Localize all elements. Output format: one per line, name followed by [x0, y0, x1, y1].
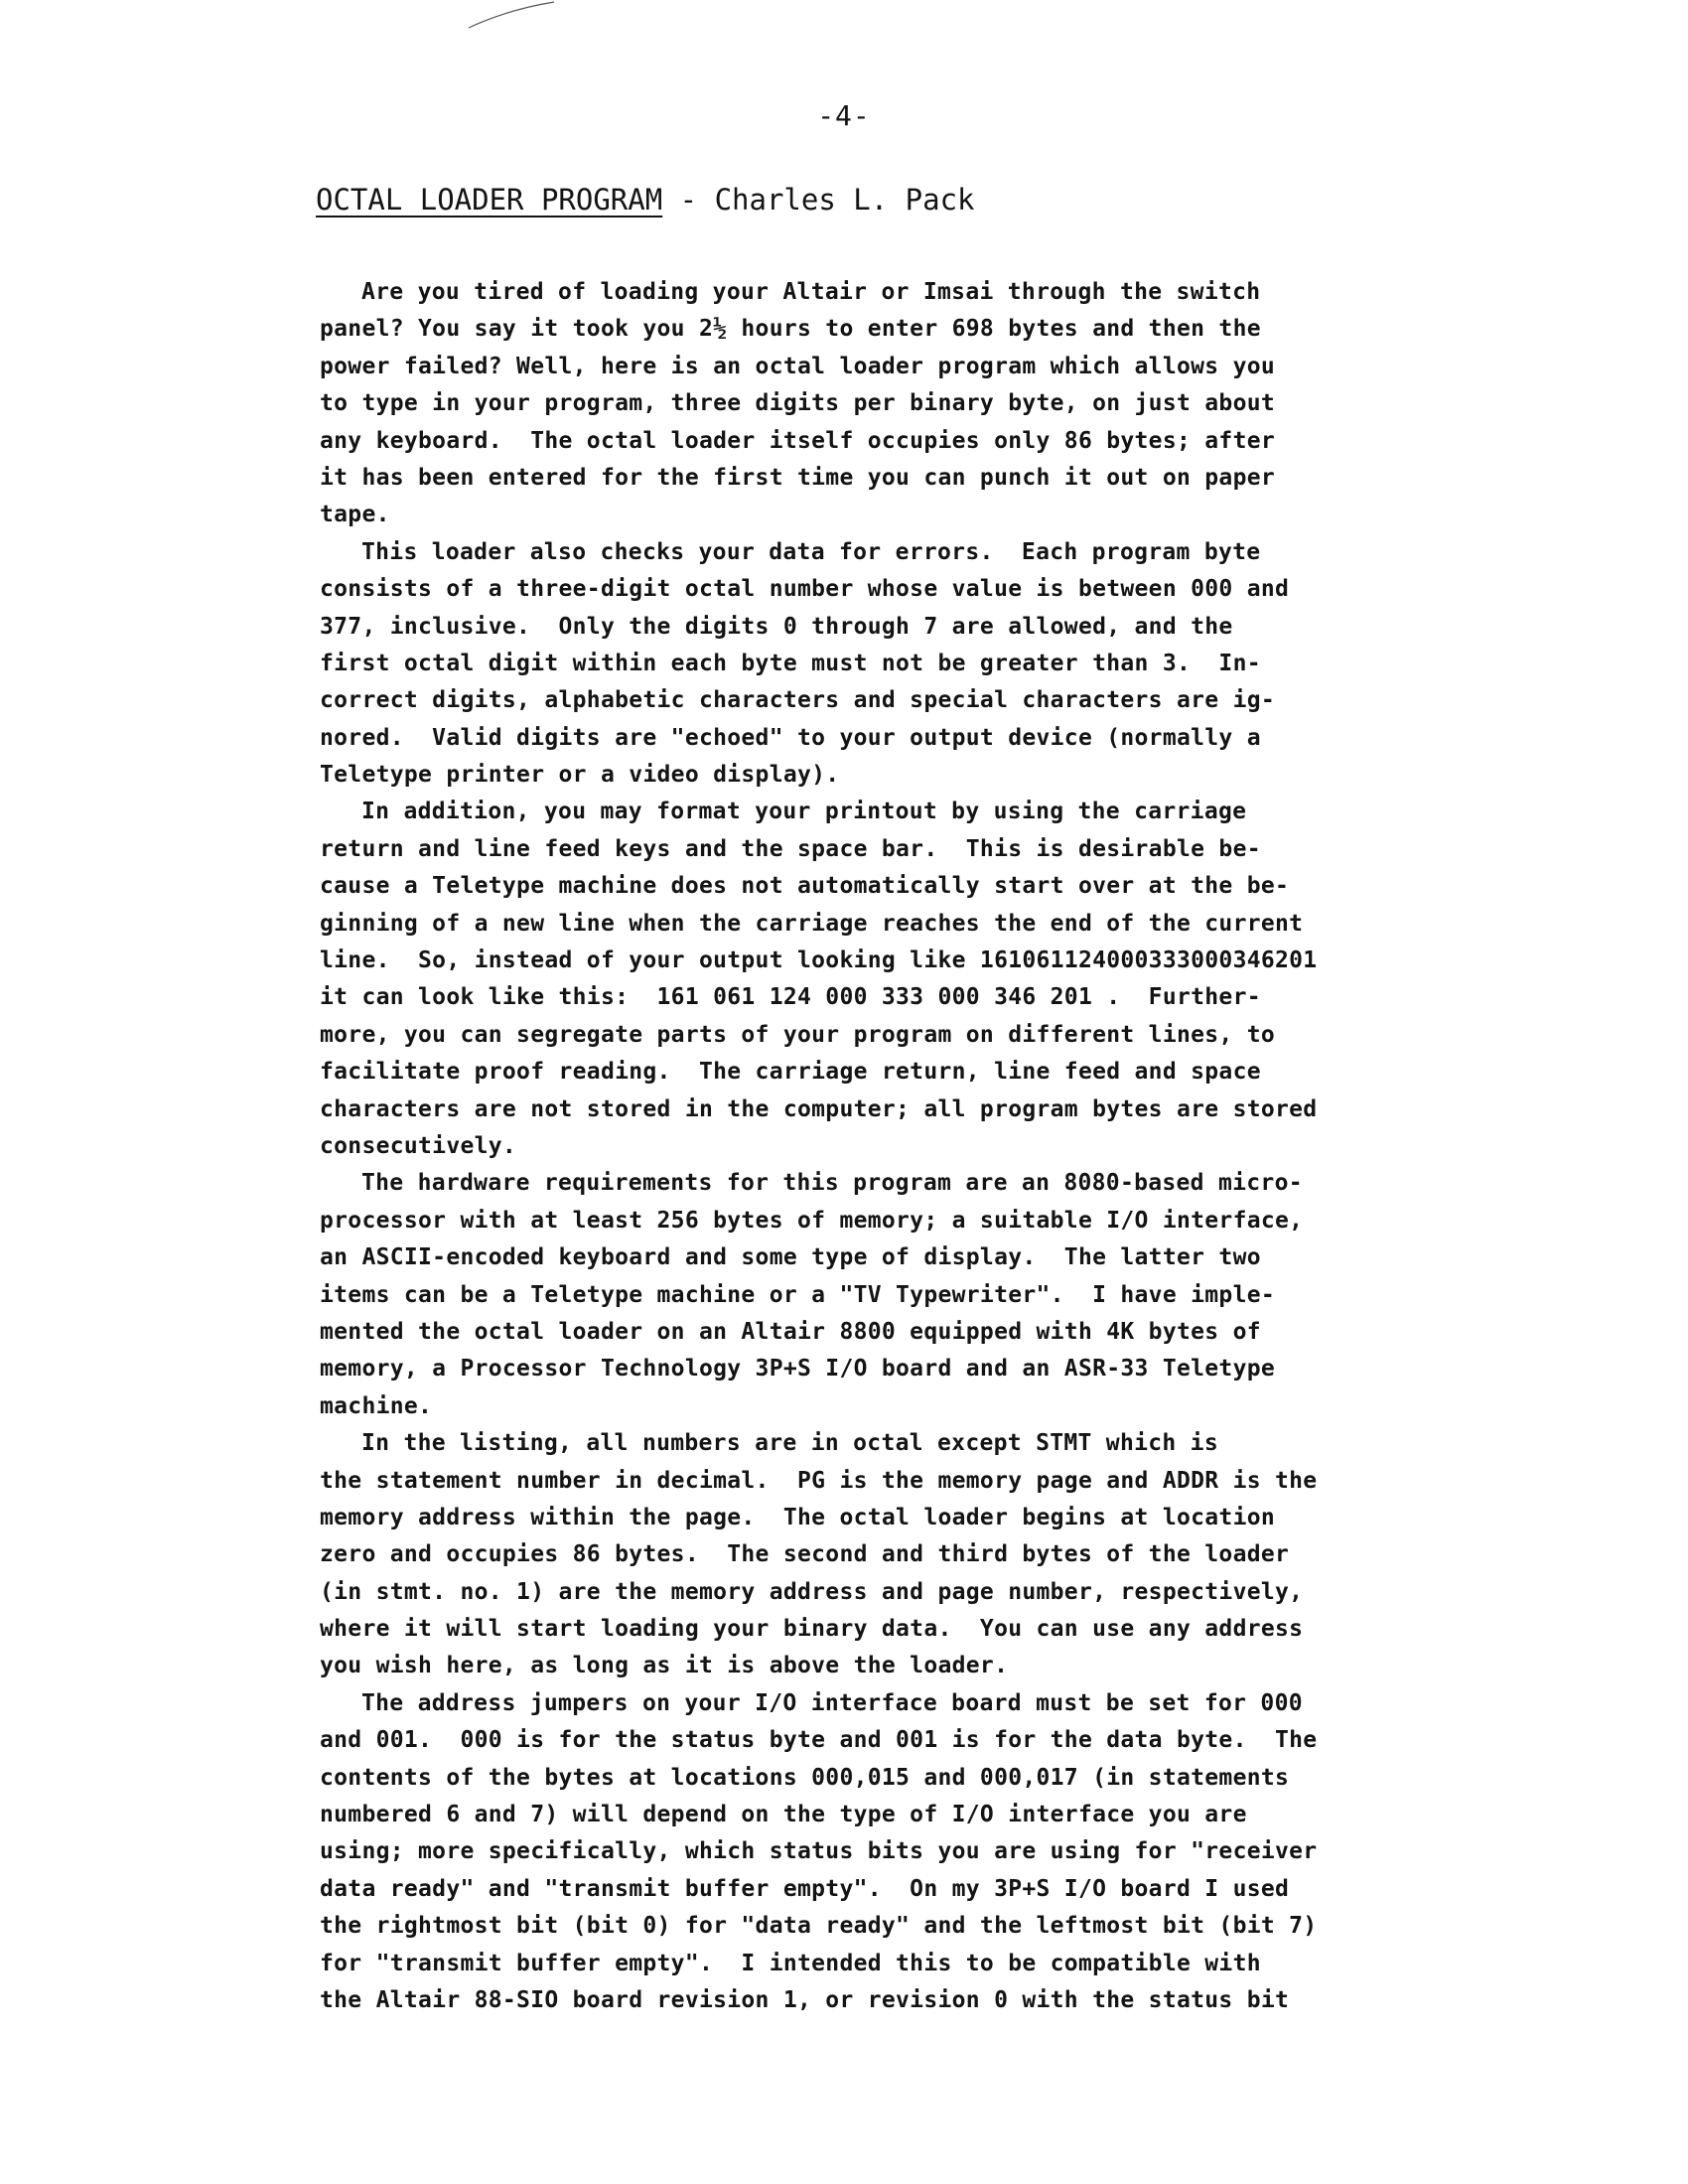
text-line: This loader also checks your data for errors. Each program byte — [361, 538, 1261, 565]
text-line: items can be a Teletype machine or a "TV Typewriter". I have imple- — [320, 1281, 1276, 1308]
text-line: return and line feed keys and the space bar. This is desirable be- — [320, 835, 1261, 862]
text-line: it has been entered for the first time you can punch it out on paper — [320, 464, 1276, 491]
text-line: the statement number in decimal. PG is the memory page and ADDR is the — [320, 1467, 1318, 1494]
text-line: characters are not stored in the computer; all program bytes are stored — [320, 1095, 1318, 1122]
text-line: any keyboard. The octal loader itself occupies only 86 bytes; after — [320, 427, 1276, 454]
text-line: In addition, you may format your printout by using the carriage — [361, 799, 1247, 825]
text-line: first octal digit within each byte must not be greater than 3. In- — [320, 650, 1261, 676]
text-line: panel? You say it took you 2½ hours to enter 698 bytes and then the — [320, 316, 1261, 343]
text-line: contents of the bytes at locations 000,015 and 000,017 (in statements — [320, 1764, 1290, 1791]
article-author: Charles L. Pack — [714, 183, 975, 217]
text-line: consecutively. — [320, 1132, 517, 1159]
text-line: consists of a three-digit octal number whose value is between 000 and — [320, 576, 1290, 603]
text-line: data ready" and "transmit buffer empty". On my 3P+S I/O board I used — [320, 1875, 1290, 1902]
text-line: Are you tired of loading your Altair or Imsai through the switch — [361, 279, 1261, 305]
page-number: -4- — [817, 99, 871, 132]
text-line: using; more specifically, which status bits you are using for "receiver — [320, 1838, 1318, 1865]
text-line: for "transmit buffer empty". I intended this to be compatible with — [320, 1950, 1261, 1976]
scan-mark — [467, 0, 556, 30]
article-title: OCTAL LOADER PROGRAM — [316, 183, 663, 217]
text-line: cause a Teletype machine does not automatically start over at the be- — [320, 873, 1290, 900]
text-line: zero and occupies 86 bytes. The second and third bytes of the loader — [320, 1541, 1290, 1568]
text-line: to type in your program, three digits per binary byte, on just about — [320, 390, 1276, 417]
text-line: ginning of a new line when the carriage reaches the end of the current — [320, 910, 1304, 937]
text-line: memory, a Processor Technology 3P+S I/O board and an ASR-33 Teletype — [320, 1356, 1276, 1383]
text-line: mented the octal loader on an Altair 8800 equipped with 4K bytes of — [320, 1318, 1261, 1345]
text-line: (in stmt. no. 1) are the memory address and page number, respectively, — [320, 1578, 1304, 1605]
text-line: the rightmost bit (bit 0) for "data ready" and the leftmost bit (bit 7) — [320, 1913, 1318, 1940]
text-line: the Altair 88-SIO board revision 1, or revision 0 with the status bit — [320, 1986, 1290, 2013]
text-line: memory address within the page. The octal loader begins at location — [320, 1504, 1276, 1530]
text-line: where it will start loading your binary data. You can use any address — [320, 1616, 1304, 1643]
text-line: correct digits, alphabetic characters and special characters are ig- — [320, 687, 1276, 714]
text-line: you wish here, as long as it is above the loader. — [320, 1653, 1009, 1679]
text-line: and 001. 000 is for the status byte and 001 is for the data byte. The — [320, 1727, 1318, 1754]
text-line: The address jumpers on your I/O interface board must be set for 000 — [361, 1689, 1303, 1716]
article-body — [320, 274, 1412, 2019]
text-line: machine. — [320, 1392, 433, 1419]
text-line: power failed? Well, here is an octal loader program which allows you — [320, 353, 1276, 379]
text-line: processor with at least 256 bytes of memory; a suitable I/O interface, — [320, 1207, 1304, 1234]
text-line: an ASCII-encoded keyboard and some type of display. The latter two — [320, 1244, 1261, 1271]
text-line: more, you can segregate parts of your program on different lines, to — [320, 1021, 1276, 1048]
text-line: Teletype printer or a video display). — [320, 762, 840, 789]
article-heading — [316, 183, 975, 217]
text-line: numbered 6 and 7) will depend on the type of I/O interface you are — [320, 1802, 1247, 1828]
text-line: it can look like this: 161 061 124 000 333 000 346 201 . Further- — [320, 984, 1261, 1011]
text-line: The hardware requirements for this program are an 8080-based micro- — [361, 1170, 1303, 1197]
text-line: nored. Valid digits are "echoed" to your output device (normally a — [320, 724, 1261, 751]
text-line: line. So, instead of your output looking like 161061124000333000346201 — [320, 947, 1318, 974]
heading-separator: - — [662, 183, 715, 217]
text-line: facilitate proof reading. The carriage return, line feed and space — [320, 1059, 1261, 1086]
text-line: 377, inclusive. Only the digits 0 through 7 are allowed, and the — [320, 613, 1233, 640]
text-line: tape. — [320, 502, 390, 528]
text-line: In the listing, all numbers are in octal except STMT which is — [361, 1430, 1218, 1457]
